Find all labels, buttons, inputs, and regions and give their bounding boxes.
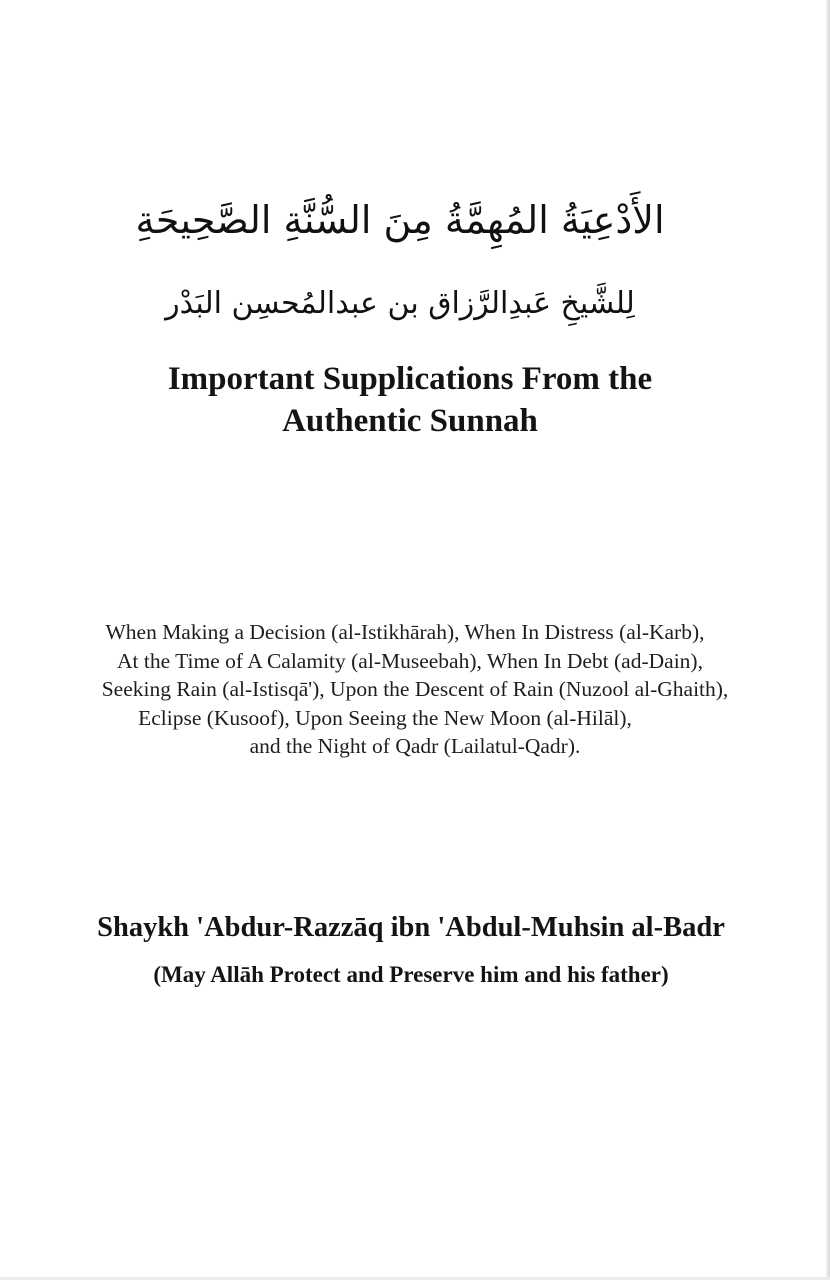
subtitle-line-2: At the Time of A Calamity (al-Museebah), When In Debt (ad-Dain),: [117, 648, 703, 673]
author-honorific: (May Allāh Protect and Preserve him and his father): [153, 962, 669, 987]
book-title: [0, 358, 820, 442]
subtitle-line-3: Seeking Rain (al-Istisqā'), Upon the Descent of Rain (Nuzool al-Ghaith),: [101, 677, 729, 701]
author-name: Shaykh 'Abdur-Razzāq ibn 'Abdul-Muhsin al-Badr: [97, 912, 725, 943]
book-title-line-1: Important Supplications From the: [167, 361, 653, 397]
subtitle-line-1: When Making a Decision (al-Istikhārah), When In Distress (al-Karb),: [105, 620, 705, 644]
book-title-line-2: Authentic Sunnah: [282, 403, 538, 439]
arabic-title: الأَدْعِيَةُ المُهِمَّةُ مِنَ السُّنَّةِ الصَّحِيحَةِ: [135, 198, 665, 242]
subtitle-line-4: Eclipse (Kusoof), Upon Seeing the New Moon (al-Hilāl),: [138, 705, 632, 730]
arabic-author-line: لِلشَّيخِ عَبدِالرَّزاق بن عبدالمُحسِن البَدْر: [165, 286, 635, 321]
subtitle-line-5: and the Night of Qadr (Lailatul-Qadr).: [249, 734, 581, 758]
subtitle-block: [0, 618, 830, 761]
